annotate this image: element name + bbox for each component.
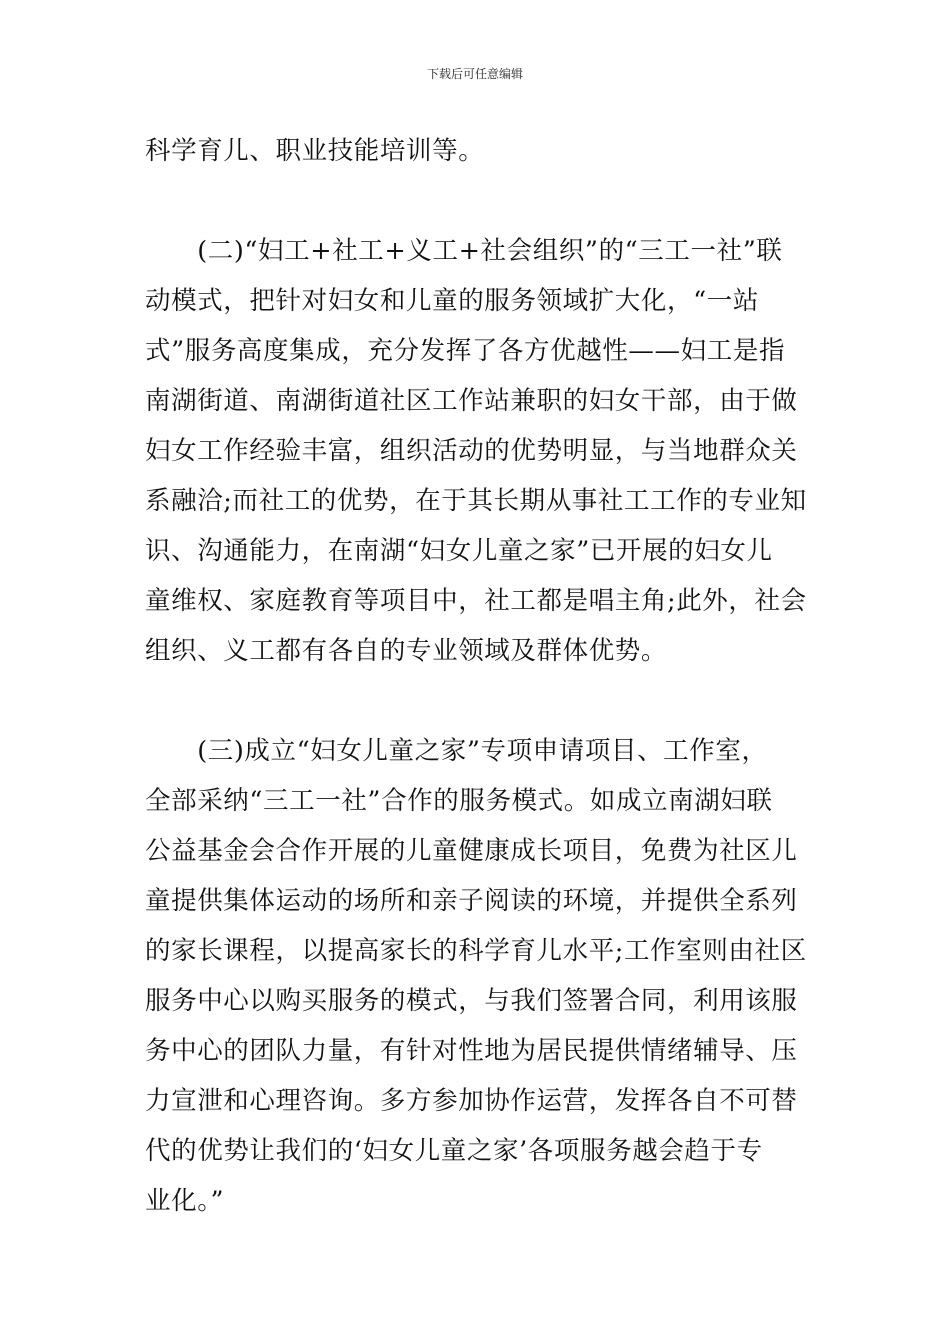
text-line: 全部采纳“三工一社”合作的服务模式。如成立南湖妇联 xyxy=(145,786,773,816)
text-line: (二)“妇工+社工+义工+社会组织”的“三工一社”联 xyxy=(145,236,783,266)
paragraph-gap xyxy=(145,176,805,226)
text-line: 力宣泄和心理咨询。多方参加协作运营，发挥各自不可替 xyxy=(145,1086,798,1116)
text-line: 南湖街道、南湖街道社区工作站兼职的妇女干部，由于做 xyxy=(145,386,798,416)
document-body xyxy=(145,126,805,1226)
paragraph-3 xyxy=(145,726,805,1226)
text-line: 公益基金会合作开展的儿童健康成长项目，免费为社区儿 xyxy=(145,836,798,866)
paragraph-2 xyxy=(145,226,805,676)
text-line: 童维权、家庭教育等项目中，社工都是唱主角;此外，社会 xyxy=(145,586,807,616)
text-line: 系融洽;而社工的优势，在于其长期从事社工工作的专业知 xyxy=(145,486,807,516)
page-header: 下载后可任意编辑 xyxy=(426,67,523,81)
text-line: 务中心的团队力量，有针对性地为居民提供情绪辅导、压 xyxy=(145,1036,798,1066)
text-line: 组织、义工都有各自的专业领域及群体优势。 xyxy=(145,636,668,666)
paragraph-gap xyxy=(145,676,805,726)
text-line: 动模式，把针对妇女和儿童的服务领域扩大化，“一站 xyxy=(145,286,759,316)
text-line: 代的优势让我们的‘妇女儿童之家’各项服务越会趋于专 xyxy=(145,1136,763,1166)
text-line: 服务中心以购买服务的模式，与我们签署合同，利用该服 xyxy=(145,986,798,1016)
paragraph-1 xyxy=(145,126,805,176)
text-line: 业化。” xyxy=(145,1186,225,1216)
text-line: 的家长课程，以提高家长的科学育儿水平;工作室则由社区 xyxy=(145,936,807,966)
text-line: 童提供集体运动的场所和亲子阅读的环境，并提供全系列 xyxy=(145,886,798,916)
text-line: 科学育儿、职业技能培训等。 xyxy=(145,136,485,166)
text-line: (三)成立“妇女儿童之家”专项申请项目、工作室， xyxy=(145,736,768,766)
text-line: 识、沟通能力，在南湖“妇女儿童之家”已开展的妇女儿 xyxy=(145,536,773,566)
text-line: 妇女工作经验丰富，组织活动的优势明显，与当地群众关 xyxy=(145,436,798,466)
text-line: 式”服务高度集成，充分发挥了各方优越性——妇工是指 xyxy=(145,336,786,366)
